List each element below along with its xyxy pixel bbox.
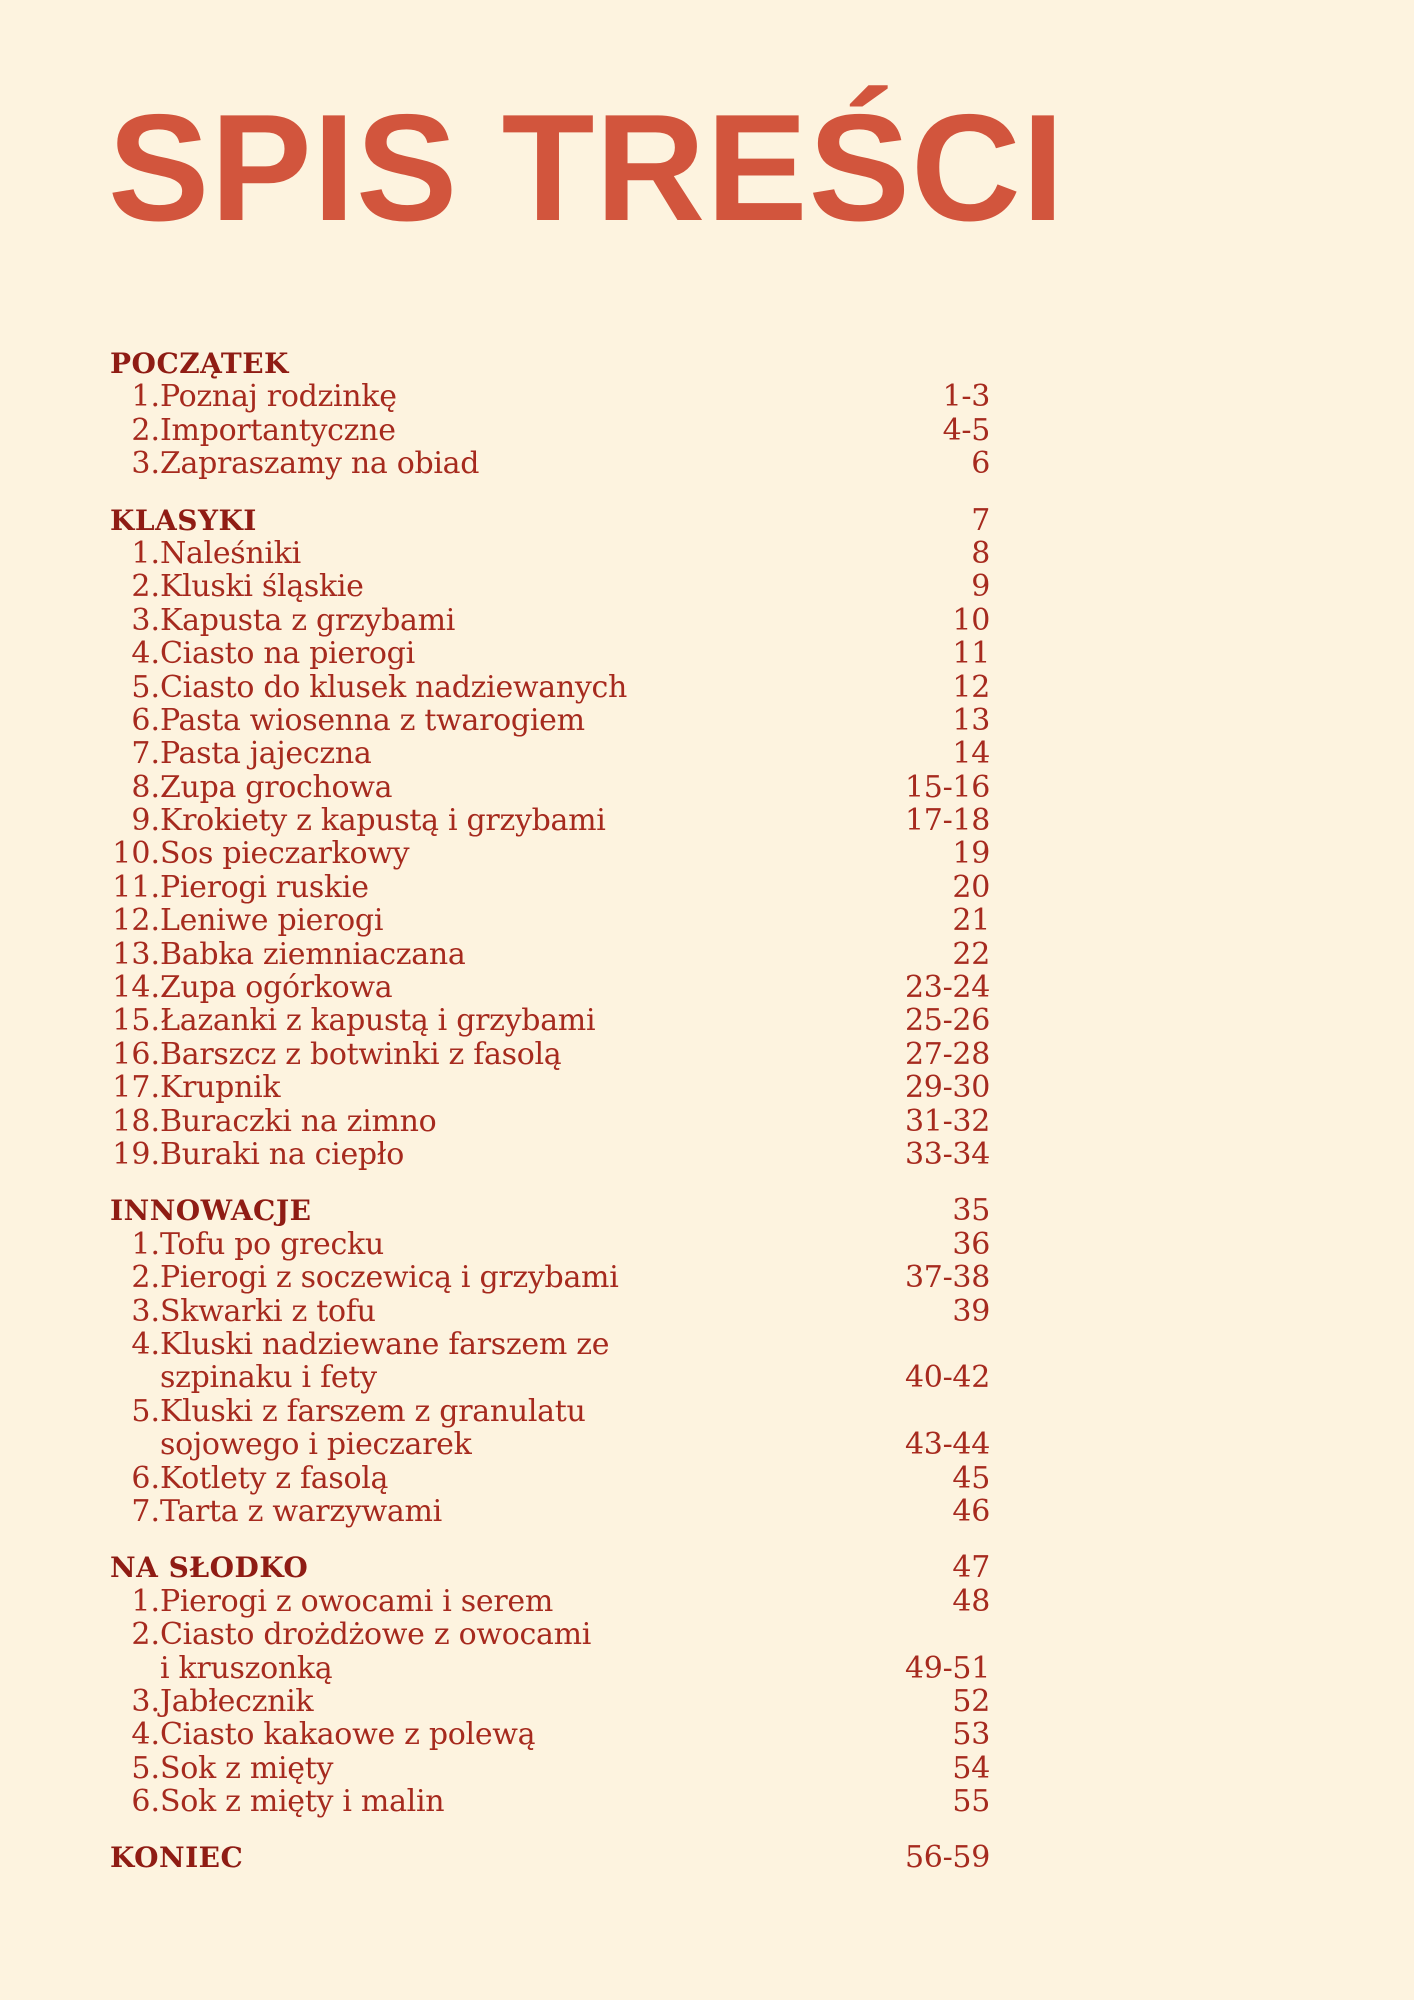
entry-title: Krokiety z kapustą i grzybami [160,803,606,839]
entry-number: 6. [131,1460,160,1496]
toc-entry[interactable] [110,1585,990,1618]
entry-page-number: 52 [952,1683,990,1719]
entry-title: Ciasto drożdżowe z owocami i kruszonką [160,1617,592,1686]
toc-entry[interactable] [110,1138,990,1171]
section-page-number: 7 [971,502,990,538]
entry-title: Kapusta z grzybami [160,602,456,638]
toc-entry[interactable] [110,971,990,1004]
toc-entry[interactable] [110,671,990,704]
entry-title: Krupnik [160,1070,281,1106]
entry-page-number: 1-3 [942,379,990,415]
entry-page-number: 27-28 [905,1036,990,1072]
entry-page-number: 12 [952,669,990,705]
entry-page-number: 46 [952,1493,990,1529]
entry-number: 19. [112,1136,160,1172]
entry-number: 1. [131,379,160,415]
toc-entry[interactable] [110,737,990,770]
entry-page-number: 25-26 [905,1003,990,1039]
section-page-number: 47 [952,1550,990,1586]
entry-number: 6. [131,1784,160,1820]
entry-number: 3. [131,602,160,638]
entry-title: Zupa ogórkowa [160,970,393,1006]
entry-title: Poznaj rodzinkę [160,379,397,415]
toc-entry[interactable] [110,1105,990,1138]
toc-entry[interactable] [110,1495,990,1528]
toc-entry[interactable] [110,1261,990,1294]
section-heading-row[interactable] [110,1194,990,1227]
entry-title: Pierogi z soczewicą i grzybami [160,1260,619,1296]
entry-title: Zapraszamy na obiad [160,446,480,482]
section-heading-row[interactable] [110,347,990,380]
entry-number: 2. [131,1617,160,1653]
entry-page-number: 13 [952,702,990,738]
entry-number: 10. [112,836,160,872]
entry-title: Jabłecznik [160,1683,314,1719]
section-heading-row[interactable] [110,1551,990,1584]
toc-entry[interactable] [110,604,990,637]
section-heading: KLASYKI [110,503,257,537]
entry-number: 15. [112,1003,160,1039]
entry-page-number: 33-34 [905,1136,990,1172]
toc-entry[interactable] [110,637,990,670]
entry-title: Tofu po grecku [160,1226,384,1262]
entry-number: 9. [131,803,160,839]
entry-page-number: 43-44 [905,1427,990,1463]
entry-page-number: 29-30 [905,1070,990,1106]
toc-section [110,347,990,481]
entry-page-number: 54 [952,1750,990,1786]
toc-entry[interactable] [110,1004,990,1037]
entry-title: Sok z mięty [160,1750,334,1786]
entry-page-number: 37-38 [905,1260,990,1296]
entry-number: 1. [131,1226,160,1262]
entry-number: 17. [112,1070,160,1106]
toc-entry[interactable] [110,1295,990,1328]
entry-number: 6. [131,702,160,738]
page-title: SPIS TREŚCI [108,83,1065,253]
entry-number: 11. [112,869,160,905]
entry-number: 5. [131,1750,160,1786]
section-heading: KONIEC [110,1841,244,1875]
toc-section [110,504,990,1172]
entry-page-number: 15-16 [905,769,990,805]
entry-page-number: 39 [952,1293,990,1329]
toc-entry[interactable] [110,1328,990,1395]
entry-title: Pierogi z owocami i serem [160,1583,554,1619]
entry-number: 13. [112,936,160,972]
entry-number: 12. [112,903,160,939]
entry-page-number: 4-5 [942,412,990,448]
entry-number: 5. [131,1393,160,1429]
entry-number: 14. [112,970,160,1006]
entry-page-number: 19 [952,836,990,872]
entry-title: Kluski śląskie [160,569,364,605]
entry-title: Importantyczne [160,412,396,448]
entry-title: Pierogi ruskie [160,869,369,905]
entry-page-number: 36 [952,1226,990,1262]
entry-title: Sos pieczarkowy [160,836,410,872]
entry-title: Buraczki na zimno [160,1103,437,1139]
entry-page-number: 9 [971,569,990,605]
toc-entry[interactable] [110,1718,990,1751]
entry-number: 16. [112,1036,160,1072]
entry-page-number: 11 [952,636,990,672]
entry-title: Barszcz z botwinki z fasolą [160,1036,562,1072]
toc-section [110,1194,990,1528]
toc-entry[interactable] [110,1618,990,1685]
entry-page-number: 23-24 [905,970,990,1006]
entry-page-number: 31-32 [905,1103,990,1139]
entry-title: Kluski nadziewane farszem ze szpinaku i fety [160,1326,610,1396]
entry-number: 3. [131,1293,160,1329]
toc-entry[interactable] [110,938,990,971]
toc-entry[interactable] [110,1785,990,1818]
toc-entry[interactable] [110,1228,990,1261]
entry-page-number: 10 [952,602,990,638]
toc-entry[interactable] [110,871,990,904]
toc-entry[interactable] [110,570,990,603]
entry-page-number: 48 [952,1583,990,1619]
entry-title: Pasta wiosenna z twarogiem [160,702,585,738]
entry-title: Naleśniki [160,535,301,571]
toc-entry[interactable] [110,1071,990,1104]
entry-page-number: 53 [952,1717,990,1753]
entry-number: 2. [131,412,160,448]
toc-entry[interactable] [110,380,990,413]
entry-number: 3. [131,1683,160,1719]
entry-title: Leniwe pierogi [160,903,384,939]
section-heading: POCZĄTEK [110,346,289,380]
entry-number: 18. [112,1103,160,1139]
entry-number: 2. [131,569,160,605]
toc-entry[interactable] [110,537,990,570]
entry-page-number: 8 [971,535,990,571]
toc-entry[interactable] [110,447,990,480]
entry-number: 5. [131,669,160,705]
entry-page-number: 40-42 [905,1360,990,1396]
entry-page-number: 22 [952,936,990,972]
section-heading: INNOWACJE [110,1194,312,1228]
entry-number: 3. [131,446,160,482]
entry-number: 7. [131,736,160,772]
entry-title: Ciasto na pierogi [160,636,415,672]
toc-entry[interactable] [110,1038,990,1071]
entry-number: 2. [131,1260,160,1296]
entry-page-number: 45 [952,1460,990,1496]
section-heading-row[interactable] [110,504,990,537]
toc-entry[interactable] [110,704,990,737]
entry-page-number: 6 [971,446,990,482]
toc-entry[interactable] [110,414,990,447]
table-of-contents [110,347,990,1898]
toc-entry[interactable] [110,771,990,804]
entry-title: Ciasto do klusek nadziewanych [160,669,628,705]
entry-page-number: 49-51 [905,1650,990,1686]
entry-title: Kotlety z fasolą [160,1460,389,1496]
toc-section [110,1551,990,1818]
section-heading-row[interactable] [110,1842,990,1875]
entry-number: 4. [131,636,160,672]
section-heading: NA SŁODKO [110,1551,309,1585]
entry-title: Babka ziemniaczana [160,936,466,972]
entry-title: Tarta z warzywami [160,1493,442,1529]
toc-entry[interactable] [110,1685,990,1718]
entry-page-number: 21 [952,903,990,939]
entry-title: Łazanki z kapustą i grzybami [160,1003,596,1039]
entry-title: Ciasto kakaowe z polewą [160,1717,536,1753]
toc-entry[interactable] [110,1752,990,1785]
entry-number: 4. [131,1717,160,1753]
toc-entry[interactable] [110,804,990,837]
entry-title: Buraki na ciepło [160,1136,404,1172]
entry-number: 1. [131,1583,160,1619]
entry-title: Pasta jajeczna [160,736,372,772]
entry-title: Sok z mięty i malin [160,1784,445,1820]
toc-entry[interactable] [110,1395,990,1462]
toc-entry[interactable] [110,1462,990,1495]
toc-section [110,1842,990,1875]
entry-page-number: 17-18 [905,803,990,839]
entry-page-number: 20 [952,869,990,905]
entry-number: 7. [131,1493,160,1529]
entry-number: 4. [131,1326,160,1362]
entry-number: 1. [131,535,160,571]
section-page-number: 35 [952,1193,990,1229]
entry-title: Skwarki z tofu [160,1293,376,1329]
toc-entry[interactable] [110,837,990,870]
entry-title: Kluski z farszem z granulatu sojowego i pieczarek [160,1393,586,1463]
toc-entry[interactable] [110,904,990,937]
entry-number: 8. [131,769,160,805]
section-page-number: 56-59 [905,1840,990,1876]
entry-page-number: 55 [952,1784,990,1820]
entry-page-number: 14 [952,736,990,772]
entry-title: Zupa grochowa [160,769,393,805]
